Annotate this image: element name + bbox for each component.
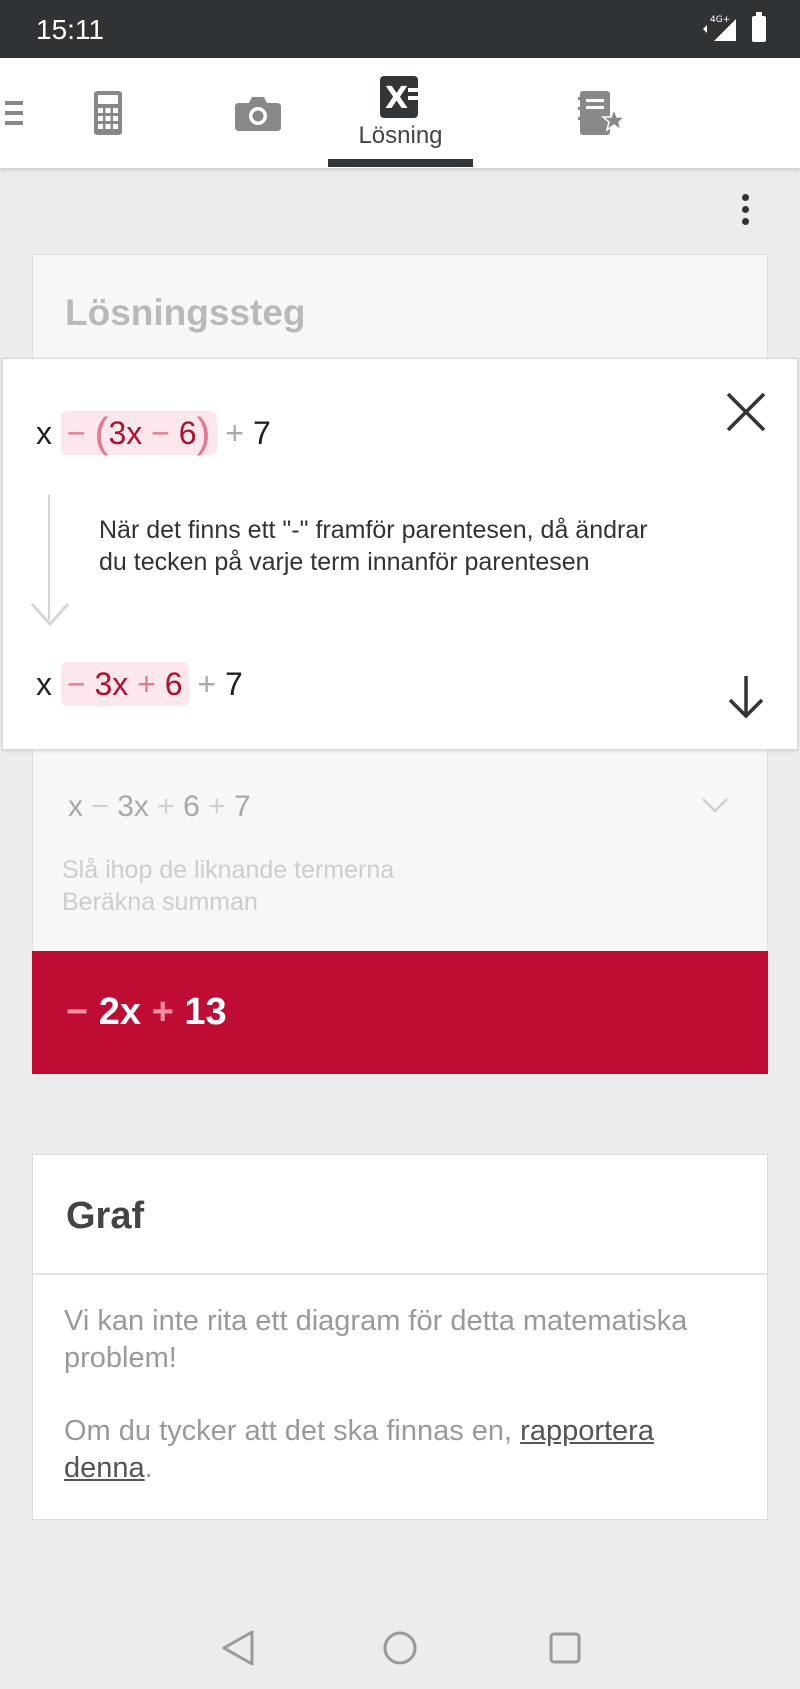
next-step-line-1: Slå ihop de liknande termerna <box>62 856 395 884</box>
term-7: 7 <box>225 666 243 702</box>
tab-solution[interactable] <box>328 58 473 168</box>
highlighted-term <box>61 662 189 706</box>
next-step-expression: x − 3x + 6 + 7 <box>68 790 251 823</box>
solution-icon <box>380 76 422 118</box>
step-expression-before <box>36 409 271 457</box>
tab-favorites[interactable] <box>572 58 632 168</box>
operator-plus-inner: + <box>137 666 156 702</box>
arrow-down-icon <box>722 672 770 720</box>
open-paren: ( <box>94 409 109 456</box>
next-step-button[interactable] <box>722 672 770 720</box>
result-minus: − <box>66 991 89 1033</box>
status-bar <box>0 0 800 58</box>
signal-icon <box>700 13 740 47</box>
term-6: 6 <box>178 415 197 451</box>
active-tab-indicator <box>328 159 473 167</box>
tab-camera[interactable] <box>230 58 286 168</box>
operator-plus: + <box>225 415 245 451</box>
step-explanation: När det finns ett "-" framför parentesen, då ändrar du tecken på varje term innanför parentesen <box>99 516 648 576</box>
highlighted-term <box>61 411 217 455</box>
result-expression <box>66 991 227 1034</box>
term-3x: 3x <box>94 666 129 702</box>
step-arrow-icon <box>30 600 70 630</box>
term-7: 7 <box>253 415 271 451</box>
next-step-description <box>62 854 394 918</box>
term-x: x <box>36 415 52 451</box>
operator-minus-inner: − <box>151 415 170 451</box>
close-step-button[interactable] <box>722 388 770 436</box>
report-prefix: Om du tycker att det ska finnas en, <box>64 1415 521 1447</box>
battery-icon <box>752 16 766 42</box>
more-options-icon[interactable] <box>735 194 755 228</box>
top-tab-bar <box>0 58 800 168</box>
home-circle-icon <box>380 1628 420 1668</box>
term-3x: 3x <box>108 415 143 451</box>
camera-icon <box>235 95 281 131</box>
operator-minus: − <box>66 415 86 451</box>
term-6: 6 <box>164 666 183 702</box>
back-button[interactable] <box>218 1628 258 1668</box>
graph-report-text <box>64 1413 744 1487</box>
graph-divider <box>33 1273 767 1275</box>
operator-minus: − <box>66 666 86 702</box>
graph-title: Graf <box>66 1195 145 1237</box>
step-expression-after <box>36 666 243 703</box>
home-button[interactable] <box>380 1628 420 1668</box>
graph-message: Vi kan inte rita ett diagram för detta matematiska problem! <box>64 1305 688 1374</box>
hamburger-menu-icon <box>5 99 25 127</box>
close-icon <box>722 388 770 436</box>
result-term-2x: 2x <box>98 991 142 1033</box>
result-plus: + <box>151 991 174 1033</box>
system-navigation-bar <box>0 1600 800 1689</box>
back-triangle-icon <box>218 1628 258 1668</box>
expand-step-chevron-icon[interactable] <box>700 795 730 815</box>
tab-solution-label: Lösning <box>358 122 443 149</box>
network-type-label: 4G+ <box>710 15 731 25</box>
recents-square-icon <box>545 1628 585 1668</box>
close-paren: ) <box>196 409 211 456</box>
report-suffix: . <box>144 1452 153 1484</box>
next-step-line-2: Beräkna summan <box>62 888 258 916</box>
status-time: 15:11 <box>36 14 104 45</box>
calculator-icon <box>94 91 122 135</box>
operator-plus: + <box>197 666 217 702</box>
svg-text:X: X <box>384 81 408 116</box>
term-x: x <box>36 666 52 702</box>
result-term-13: 13 <box>184 991 227 1033</box>
steps-title: Lösningssteg <box>65 292 306 333</box>
recents-button[interactable] <box>545 1628 585 1668</box>
tab-calculator[interactable] <box>80 58 136 168</box>
report-link[interactable]: rapportera denna <box>64 1415 654 1484</box>
menu-button[interactable] <box>0 58 30 168</box>
notebook-star-icon <box>578 91 626 135</box>
